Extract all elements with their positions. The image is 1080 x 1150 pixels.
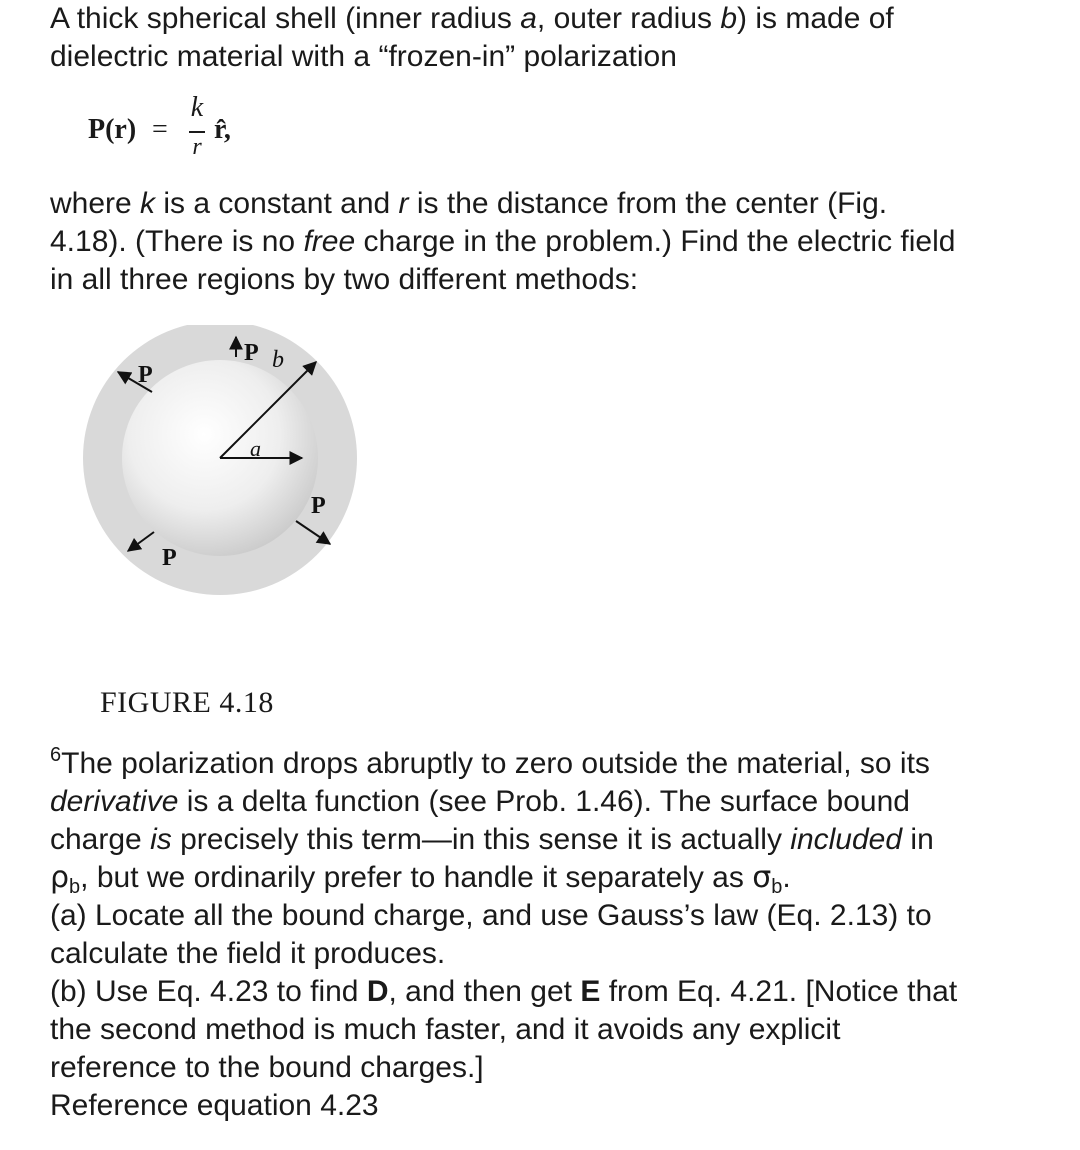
footnote-line1: $^6$The polarization drops abruptly to zero outside the material, so its <box>50 744 930 780</box>
part-b-line1: (b) Use Eq. 4.23 to find D, and then get E from Eq. 4.21. [Notice that <box>50 975 958 1008</box>
figure-4-18 <box>70 325 380 615</box>
figure-caption: FIGURE 4.18 <box>100 686 274 719</box>
label-p-lower-right: P <box>311 493 326 519</box>
where-line2: 4.18). (There is no free charge in the problem.) Find the electric field <box>50 225 956 258</box>
label-b: b <box>272 347 284 373</box>
equation-unit-vector: r̂, <box>214 114 231 145</box>
footnote-line4: $\rho_b$, but we ordinarily prefer to handle it separately as $\sigma_b$. <box>50 860 791 898</box>
part-b-line2: the second method is much faster, and it avoids any explicit <box>50 1013 841 1046</box>
footnote-paragraph <box>50 745 1050 1125</box>
where-line1: where k is a constant and r is the distance from the center (Fig. <box>50 187 888 220</box>
intro-text-line2: dielectric material with a “frozen-in” polarization <box>50 40 677 73</box>
part-a-line1: (a) Locate all the bound charge, and use Gauss’s law (Eq. 2.13) to <box>50 899 932 932</box>
footnote-line2: derivative is a delta function (see Prob. 1.46). The surface bound <box>50 785 910 818</box>
fraction-bar <box>189 131 205 133</box>
intro-text: A thick spherical shell (inner radius a, outer radius b) is made of <box>50 2 894 35</box>
equation-lhs: P(r) <box>88 114 137 145</box>
footnote-line3: charge is precisely this term—in this sense it is actually included in <box>50 823 934 856</box>
intro-paragraph <box>50 0 1050 76</box>
label-a: a <box>250 436 261 461</box>
footnote-marker: 6 <box>50 744 62 766</box>
equation-denominator: r <box>192 134 202 160</box>
label-p-lower-left: P <box>162 545 177 571</box>
where-paragraph <box>50 185 1050 299</box>
where-line3: in all three regions by two different methods: <box>50 263 639 296</box>
equation-equals: = <box>152 114 168 145</box>
part-a-line2: calculate the field it produces. <box>50 937 446 970</box>
label-p-upper-left: P <box>138 362 153 388</box>
label-p-top: P <box>244 340 259 366</box>
reference-line: Reference equation 4.23 <box>50 1089 379 1122</box>
polarization-equation <box>88 90 308 175</box>
spherical-shell-diagram <box>70 325 380 615</box>
part-b-line3: reference to the bound charges.] <box>50 1051 484 1084</box>
equation-numerator: k <box>190 92 204 123</box>
